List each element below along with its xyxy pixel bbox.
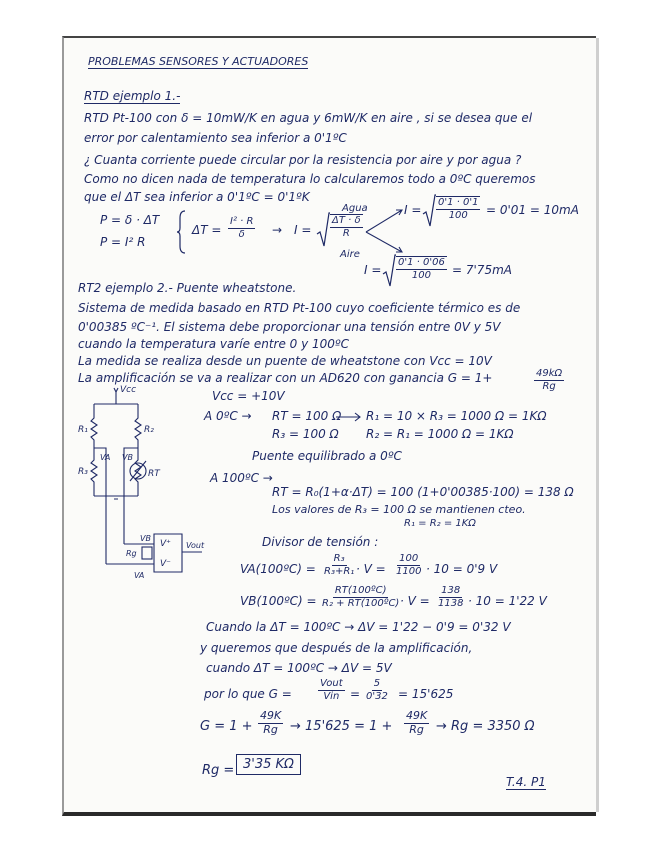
rg-fraction-1 xyxy=(258,710,283,736)
vcc-label: Vcc xyxy=(120,385,137,395)
rg-equation-middle: → 15'625 = 1 + xyxy=(290,719,393,734)
va-fraction-1 xyxy=(322,553,356,577)
page-reference: T.4. P1 xyxy=(506,775,546,789)
va-fraction-2 xyxy=(394,553,423,577)
rg-equation-result: → Rg = 3350 Ω xyxy=(436,719,535,734)
va-fraction-1-numerator: R₃ xyxy=(333,553,345,564)
example-2-text-line-5: La amplificación se va a realizar con un AD620 con ganancia G = 1+ xyxy=(78,371,493,385)
sqrt-icon xyxy=(316,212,330,248)
r2-label: R₂ xyxy=(144,425,154,435)
delta-v-line: Cuando la ΔT = 100ºC → ΔV = 1'22 − 0'9 = 0'32 V xyxy=(206,620,511,634)
sqrt-air-icon xyxy=(382,254,396,288)
example-1-text-line-4: Como no dicen nada de temperatura lo calcularemos todo a 0ºC queremos xyxy=(84,172,536,186)
vb-fraction-1-denominator: R₂ + RT(100ºC) xyxy=(322,597,400,609)
brace-icon xyxy=(176,210,188,254)
example-2-heading: RT2 ejemplo 2.- Puente wheatstone. xyxy=(78,281,297,295)
amplification-line: y queremos que después de la amplificación, xyxy=(200,641,473,655)
notebook-page xyxy=(62,36,596,816)
water-current-result: = 0'01 = 10mA xyxy=(486,203,579,217)
example-2-text-line-3: cuando la temperatura varíe entre 0 y 100ºC xyxy=(78,337,349,351)
balanced-bridge-note: Puente equilibrado a 0ºC xyxy=(252,449,402,463)
vb-fraction-1-numerator: RT(100ºC) xyxy=(334,585,387,596)
vminus-label: V⁻ xyxy=(160,559,171,569)
vout-label: Vout xyxy=(186,541,205,550)
rt-at-hundred: RT = R₀(1+α·ΔT) = 100 (1+0'00385·100) = 138 Ω xyxy=(272,485,574,499)
rg-fraction-2-denominator: Rg xyxy=(409,722,424,736)
vb-node-label: VB xyxy=(122,453,133,462)
gain-fraction-2 xyxy=(364,678,390,702)
rg-fraction-2 xyxy=(404,710,429,736)
rg-fraction-1-numerator: 49K xyxy=(260,709,282,722)
rg-fraction-1-denominator: Rg xyxy=(263,722,278,736)
example-2-text-line-4: La medida se realiza desde un puente de wheatstone con Vcc = 10V xyxy=(78,354,492,368)
gain-formula-numerator: 49kΩ xyxy=(536,368,563,379)
arrow-icon xyxy=(336,412,362,422)
example-1-text-line-3: ¿ Cuanta corriente puede circular por la resistencia por aire y por agua ? xyxy=(84,153,522,167)
gain-fraction-2-denominator: 0'32 xyxy=(366,690,388,702)
va-fraction-1-denominator: R₃+R₁ xyxy=(324,565,355,577)
water-current-denominator: 100 xyxy=(448,209,468,221)
example-2-text-line-1: Sistema de medida basado en RTD Pt-100 cuyo coeficiente térmico es de xyxy=(78,301,521,315)
rg-equation-start: G = 1 + xyxy=(200,719,253,734)
example-1-text-line-5: que el ΔT sea inferior a 0'1ºC = 0'1ºK xyxy=(84,190,310,204)
gain-formula-denominator: Rg xyxy=(542,380,556,392)
gain-result: = 15'625 xyxy=(398,687,454,701)
r1-label: R₁ xyxy=(78,425,88,435)
water-label: Agua xyxy=(342,203,368,214)
implies-arrow: → xyxy=(272,223,283,237)
branch-arrows-icon xyxy=(366,206,406,256)
example-1-text-line-1: RTD Pt-100 con δ = 10mW/K en agua y 6mW/K en aire , si se desea que el xyxy=(84,111,533,125)
target-delta-v-line: cuando ΔT = 100ºC → ΔV = 5V xyxy=(206,661,392,675)
gain-fraction-1-numerator: Vout xyxy=(320,678,343,689)
vb-fraction-1 xyxy=(320,585,401,609)
sqrt-water-icon xyxy=(422,194,436,228)
va-equation-result: · 10 = 0'9 V xyxy=(426,562,498,576)
vb-equation-mid: · V = xyxy=(400,594,430,608)
water-current-numerator: 0'1 · 0'1 xyxy=(438,197,479,208)
air-current-label: I = xyxy=(364,263,382,277)
delta-t-numerator: I² · R xyxy=(230,216,254,227)
va-fraction-2-numerator: 100 xyxy=(399,553,419,564)
hundred-degrees-label: A 100ºC → xyxy=(210,471,273,485)
r1-r2-equal: R₁ = R₂ = 1KΩ xyxy=(404,518,476,529)
vcc-value: Vcc = +10V xyxy=(212,389,285,403)
vb-input-label: VB xyxy=(140,534,151,543)
example-1-heading: RTD ejemplo 1.- xyxy=(84,89,181,103)
air-current-denominator: 100 xyxy=(411,269,431,281)
va-fraction-2-denominator: 1100 xyxy=(396,565,422,577)
air-current-result: = 7'75mA xyxy=(452,263,512,277)
delta-t-fraction xyxy=(228,216,255,240)
example-1-text-line-2: error por calentamiento sea inferior a 0'1ºC xyxy=(84,131,347,145)
delta-t-label: ΔT = xyxy=(192,223,222,237)
rt-at-zero: RT = 100 Ω xyxy=(272,409,342,423)
water-current-label: I = xyxy=(404,203,422,217)
vb-fraction-2-denominator: 1138 xyxy=(438,597,464,609)
r3-value: R₃ = 100 Ω xyxy=(272,427,339,441)
water-current-fraction xyxy=(436,196,480,221)
gain-fraction-1-denominator: Vin xyxy=(323,690,340,702)
final-result-label: Rg = xyxy=(202,763,235,778)
current-formula-fraction xyxy=(330,214,363,239)
vplus-label: V⁺ xyxy=(160,539,171,549)
delta-t-denominator: δ xyxy=(238,228,245,240)
r3-label: R₃ xyxy=(78,467,88,477)
example-2-text-line-2: 0'00385 ºC⁻¹. El sistema debe proporcionar una tensión entre 0V y 5V xyxy=(78,320,501,334)
page-header-title: PROBLEMAS SENSORES Y ACTUADORES xyxy=(88,55,309,68)
air-current-fraction xyxy=(396,256,447,281)
gain-fraction-1 xyxy=(318,678,345,702)
vb-fraction-2 xyxy=(436,585,465,609)
va-node-label: VA xyxy=(100,453,111,462)
va-equation-mid: · V = xyxy=(356,562,386,576)
gain-formula-fraction xyxy=(534,368,564,392)
va-equation-lhs: VA(100ºC) = xyxy=(240,562,316,576)
rg-fraction-2-numerator: 49K xyxy=(406,709,428,722)
rt-label: RT xyxy=(148,469,160,479)
vb-equation-lhs: VB(100ºC) = xyxy=(240,594,317,608)
wheatstone-circuit-diagram xyxy=(78,384,208,580)
gain-fraction-2-numerator: 5 xyxy=(373,678,381,689)
vb-equation-result: · 10 = 1'22 V xyxy=(468,594,547,608)
vb-fraction-2-numerator: 138 xyxy=(441,585,461,596)
air-current-numerator: 0'1 · 0'06 xyxy=(398,257,445,268)
air-label: Aire xyxy=(340,249,360,260)
va-input-label: VA xyxy=(134,571,145,580)
constant-values-note: Los valores de R₃ = 100 Ω se mantienen cteo. xyxy=(272,503,526,516)
zero-degrees-label: A 0ºC → xyxy=(204,409,252,423)
power-formula-2: P = I² R xyxy=(100,235,146,249)
power-formula-1: P = δ · ΔT xyxy=(100,213,160,227)
r1-value: R₁ = 10 × R₃ = 1000 Ω = 1KΩ xyxy=(366,409,547,423)
rg-label: Rg xyxy=(126,549,137,558)
current-formula-denominator: R xyxy=(342,227,350,239)
gain-equation-prefix: por lo que G = xyxy=(204,687,292,701)
gain-equals-sign: = xyxy=(350,687,361,701)
current-formula-label: I = xyxy=(294,223,312,237)
voltage-divider-heading: Divisor de tensión : xyxy=(262,535,379,549)
r2-value: R₂ = R₁ = 1000 Ω = 1KΩ xyxy=(366,427,514,441)
current-formula-numerator: ΔT · δ xyxy=(332,215,361,226)
final-result-value: 3'35 KΩ xyxy=(236,754,301,775)
